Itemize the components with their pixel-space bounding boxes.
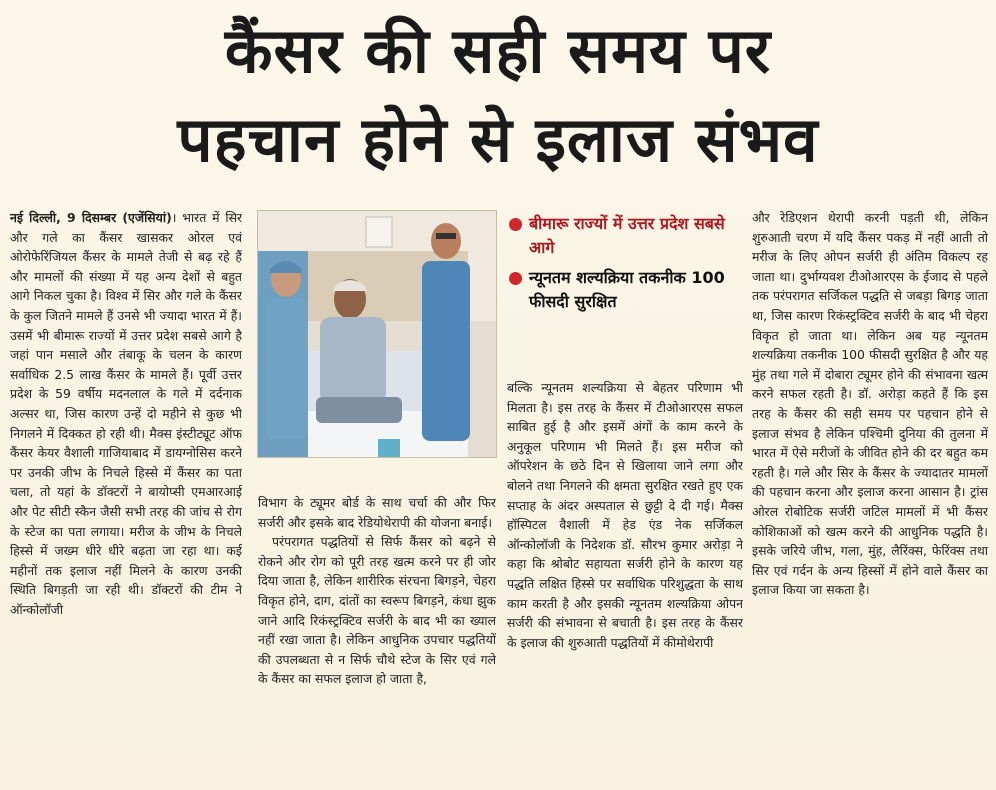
highlight-text: न्यूनतम शल्यक्रिया तकनीक 100 फीसदी सुरक्षित	[529, 268, 725, 311]
highlight-text: बीमारू राज्यों में उत्तर प्रदेश सबसे आगे	[529, 214, 725, 257]
red-bullet-icon	[509, 218, 522, 231]
column-4-body: और रेडिएशन थेरापी करनी पड़ती थी, लेकिन शुरुआती चरण में यदि कैंसर पकड़ में नहीं आती तो मरीज के लिए ओपन सर्जरी ही अंतिम विकल्प रह जाता था। दुर्भाग्यवश टीओआरएस के ईजाद से पहले तक परंपरागत सर्जिकल पद्धति से जबड़ा बिगड़ जाता था, जिस कारण रिकंस्ट्रक्टिव सर्जरी के बाद भी चेहरा विकृत हो जाता था। लेकिन अब यह न्यूनतम शल्यक्रिया तकनीक 100 फीसदी सुरक्षित है और यह मुंह तथा गले में दोबारा ट्यूमर होने की संभावना खत्म करने सफल रहती है। डॉ. अरोड़ा कहते हैं कि इस तरह के कैंसर की सही समय पर पहचान होने से इलाज संभव है लेकिन पश्चिमी दुनिया की तुलना में भारत में ऐसे मरीजों के जीवित होने की दर बहुत कम रहती है। गले और सिर के कैंसर के ज्यादातर मामलों की पहचान करना और इलाज करना आसान है। ट्रांस ओरल रोबोटिक सर्जरी जटिल मामलों में भी कैंसर कोशिकाओं को खत्म करने की आधुनिक पद्धति है। इसके जरिये जीभ, गला, मुंह, लैरिंक्स, फेरिंक्स तथा सिर एवं गर्दन के अन्य हिस्सों में होने वाले कैंसर का इलाज किया जा सकता है।	[752, 210, 988, 598]
column-3-body: बल्कि न्यूनतम शल्यक्रिया से बेहतर परिणाम भी मिलता है। इस तरह के कैंसर में टीओआरएस सफल साबित हुई है और इसमें अंगों के काम करने के अनुकूल परिणाम भी मिलते हैं। इस मरीज को ऑपरेशन के छठे दिन से खिलाया जाने लगा और बोलने तथा निगलने की क्षमता सुरक्षित रखते हुए एक सप्ताह के अंदर अस्पताल से छुट्टी दे दी गई। मैक्स हॉस्पिटल वैशाली में हेड एंड नेक सर्जिकल ऑन्कोलॉजी के निदेशक डॉ. सौरभ कुमार अरोड़ा ने कहा कि श्रोबोट सहायता सर्जरी होने के कारण यह पद्धति लक्षित हिस्से पर सर्वाधिक परिशुद्धता के साथ काम करती है और इसकी न्यूनतम शल्यक्रिया ओपन सर्जरी की संभावना से बचाती है। इस तरह के कैंसर के इलाज की शुरुआती पद्धतियों में कीमोथेरापी	[507, 380, 743, 650]
highlight-item	[507, 212, 745, 260]
dateline: नई दिल्ली, 9 दिसम्बर (एजेंसियां)	[10, 210, 172, 225]
highlight-item	[507, 266, 745, 314]
headline	[0, 8, 996, 186]
column-1-body: । भारत में सिर और गले का कैंसर खासकर ओरल एवं ओरोफेरिंजियल कैंसर के मामले तेजी से बढ़ रहे हैं और मामलों की संख्या में यह अन्य देशों से बहुत आगे निकल चुका है। विश्व में सिर और गले के कैंसर के कुल जितने मामले हैं उनसे भी ज्यादा भारत में हैं। उसमें भी बीमारू राज्यों में उत्तर प्रदेश सबसे आगे है जहां पान मसाले और तंबाकू के चलन के कारण सर्वाधिक 2.5 लाख कैंसर के मामले हैं। पूर्वी उत्तर प्रदेश के 59 वर्षीय मदनलाल के गले में दर्दनाक अल्सर था, जिस कारण उन्हें दो महीने से कुछ भी निगलने में दिक्कत हो रही थी। मैक्स इंस्टीट्यूट ऑफ कैंसर केयर वैशाली गाजियाबाद में डायग्नोसिस करने पर उनकी जीभ के निचले हिस्से में कैंसर का पता चला, तो यहां के डॉक्टरों ने बायोप्सी एमआरआई और पेट सीटी स्कैन जैसी सभी तरह की जांच से रोग के स्टेज का पता लगाया। मरीज के जीभ के निचले हिस्से में जख्म धीरे धीरे बढ़ता जा रहा था। कई महीनों तक इलाज नहीं मिलने के कारण उनकी स्थिति बिगड़ती जा रही थी। डॉक्टरों की टीम ने ऑन्कोलॉजी	[10, 210, 242, 617]
photo-illustration	[258, 211, 497, 458]
headline-line-1: कैंसर की सही समय पर	[224, 14, 772, 87]
red-bullet-icon	[509, 272, 522, 285]
news-photo	[257, 210, 497, 458]
article-column-1	[10, 208, 242, 768]
article-column-4	[752, 208, 988, 768]
article-column-3	[507, 378, 743, 768]
headline-line-2: पहचान होने से इलाज संभव	[177, 103, 819, 176]
article-column-2	[258, 493, 496, 768]
highlights-box	[507, 212, 745, 362]
column-2-para-1: विभाग के ट्यूमर बोर्ड के साथ चर्चा की और फिर सर्जरी और इसके बाद रेडियोथेरापी की योजना बनाई।	[258, 495, 496, 530]
column-2-para-2: परंपरागत पद्धतियों से सिर्फ कैंसर को बढ़ने से रोकने और रोग को पूरी तरह खत्म करने पर ही जोर दिया जाता है, लेकिन शारीरिक संरचना बिगड़ने, चेहरा विकृत होने, दाग, दांतों का स्वरूप बिगड़ने, कंधा झुक जाने आदि रिकंस्ट्रक्टिव सर्जरी के बाद भी का ख्याल नहीं रखा जाता है। लेकिन आधुनिक उपचार पद्धतियों की उपलब्धता से न सिर्फ चौथे स्टेज के सिर एवं गले के कैंसर का सफल इलाज हो जाता है,	[258, 534, 496, 687]
